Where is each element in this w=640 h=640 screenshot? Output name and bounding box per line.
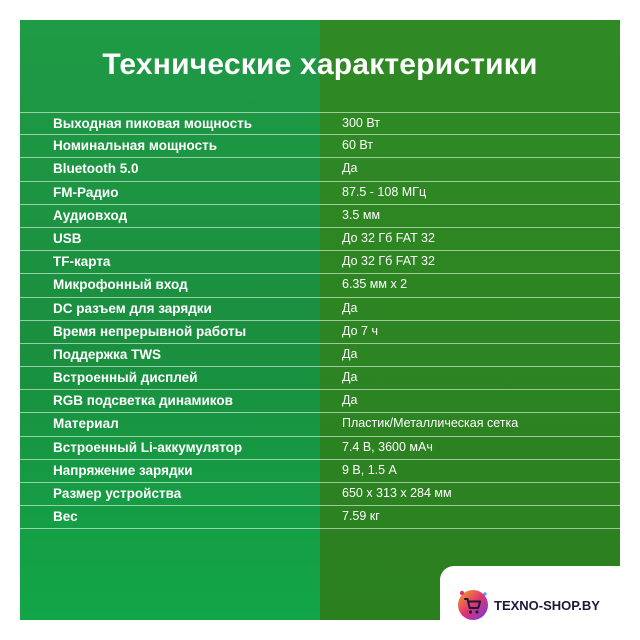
- spec-row: [20, 321, 620, 344]
- spec-label: Микрофонный вход: [53, 277, 188, 293]
- spec-row: [20, 367, 620, 390]
- spec-row: [20, 506, 620, 529]
- spec-value: Да: [342, 346, 358, 361]
- spec-value: 300 Вт: [342, 116, 380, 130]
- spec-value: 60 Вт: [342, 138, 374, 153]
- spec-label: FM-Радио: [53, 184, 119, 200]
- spec-value: 87.5 - 108 МГц: [342, 184, 427, 199]
- spec-label: Встроенный Li-аккумулятор: [53, 439, 243, 455]
- spec-label: Материал: [53, 416, 119, 432]
- spec-value: 7.59 кг: [342, 509, 380, 524]
- spec-label: Выходная пиковая мощность: [53, 116, 252, 131]
- spec-value: Пластик/Металлическая сетка: [342, 416, 519, 431]
- spec-label: USB: [53, 230, 82, 246]
- spec-label: Bluetooth 5.0: [53, 161, 139, 177]
- spec-label: Время непрерывной работы: [53, 323, 247, 339]
- spec-label: Размер устройства: [53, 486, 182, 501]
- spec-value: До 7 ч: [342, 323, 378, 338]
- spec-value: До 32 Гб FAT 32: [342, 230, 435, 245]
- spec-row: [20, 298, 620, 321]
- spec-value: Да: [342, 300, 358, 315]
- spec-label: Поддержка TWS: [53, 346, 162, 362]
- spec-label: Встроенный дисплей: [53, 370, 198, 386]
- spec-row: [20, 413, 620, 436]
- spec-label: Номинальная мощность: [53, 138, 218, 154]
- spec-label: Аудиовход: [53, 207, 128, 223]
- spec-table: [20, 112, 620, 529]
- spec-row: [20, 182, 620, 205]
- spec-label: Напряжение зарядки: [53, 462, 193, 478]
- spec-row: [20, 112, 620, 135]
- shop-logo-text: TEXNO-SHOP.BY: [494, 598, 600, 613]
- spec-row: [20, 135, 620, 158]
- spec-row: [20, 205, 620, 228]
- spec-card: [20, 20, 620, 620]
- spec-label: DC разъем для зарядки: [53, 300, 212, 316]
- shop-logo[interactable]: [440, 566, 640, 640]
- spec-row: [20, 390, 620, 413]
- spec-value: Да: [342, 370, 358, 385]
- spec-label: Вес: [53, 509, 78, 525]
- spec-row: [20, 460, 620, 483]
- page-title: Технические характеристики: [102, 48, 538, 81]
- spec-label: TF-карта: [53, 254, 111, 270]
- spec-value: Да: [342, 393, 358, 408]
- spec-row: [20, 158, 620, 181]
- spec-row: [20, 274, 620, 297]
- shopping-cart-icon: [456, 588, 490, 622]
- spec-row: [20, 228, 620, 251]
- spec-value: 7.4 В, 3600 мАч: [342, 439, 433, 454]
- spec-value: 650 x 313 x 284 мм: [342, 486, 452, 500]
- spec-label: RGB подсветка динамиков: [53, 393, 233, 409]
- spec-value: До 32 Гб FAT 32: [342, 254, 435, 269]
- spec-row: [20, 483, 620, 506]
- spec-row: [20, 437, 620, 460]
- spec-value: 6.35 мм x 2: [342, 277, 408, 292]
- spec-row: [20, 251, 620, 274]
- spec-value: 3.5 мм: [342, 207, 381, 222]
- spec-value: Да: [342, 161, 358, 176]
- spec-row: [20, 344, 620, 367]
- spec-value: 9 В, 1.5 А: [342, 462, 397, 477]
